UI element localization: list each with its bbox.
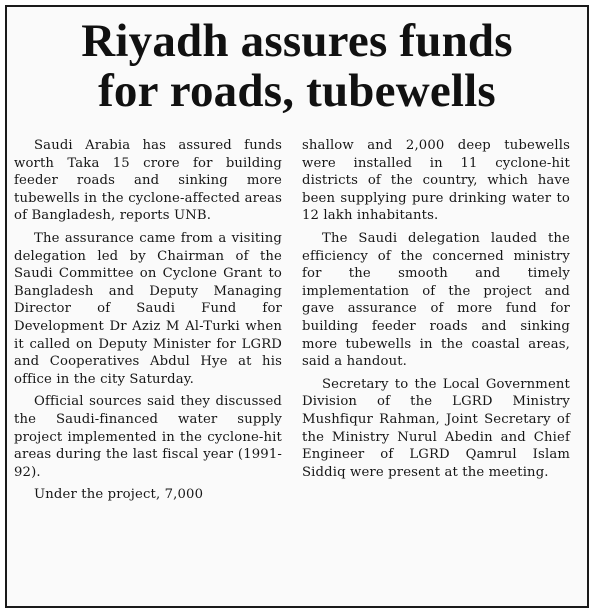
paragraph: Under the project, 7,000 — [34, 487, 204, 503]
headline — [7, 16, 587, 116]
paragraph: Saudi Arabia has assured funds worth Taka 15 crore for building feeder roads and sinking more tubewells in the cyclone-affected areas of Bangladesh, reports UNB. — [14, 138, 282, 224]
paragraph-continued: shallow and 2,000 deep tubewells were installed in 11 cyclone-hit districts of the country, which have been supplying pure drinking water to 12 lakh inhabitants. — [302, 138, 570, 224]
paragraph: Secretary to the Local Government Division of the LGRD Ministry Mushfiqur Rahman, Joint Secretary of the Ministry Nurul Abedin and Chief Engineer of LGRD Qamrul Islam Siddiq were present at the meeting. — [302, 376, 570, 480]
article-body — [14, 137, 570, 595]
headline-line-2: for roads, tubewells — [98, 65, 496, 117]
paragraph: Official sources said they discussed the Saudi-financed water supply project implemented in the cyclone-hit areas during the last fiscal year (1991-92). — [14, 394, 282, 480]
paragraph: The assurance came from a visiting delegation led by Chairman of the Saudi Committee on Cyclone Grant to Bangladesh and Deputy Managing Director of Saudi Fund for Development Dr Aziz M Al-Turki when it called on Deputy Minister for LGRD and Cooperatives Abdul Hye at his office in the city Saturday. — [14, 230, 282, 387]
column-left — [14, 137, 282, 595]
column-right — [302, 137, 570, 595]
headline-line-1: Riyadh assures funds — [81, 15, 513, 67]
paragraph: The Saudi delegation lauded the efficiency of the concerned ministry for the smooth and timely implementation of the project and gave assurance of more fund for building feeder roads and sinking more tubewells in the coastal areas, said a handout. — [302, 230, 570, 370]
